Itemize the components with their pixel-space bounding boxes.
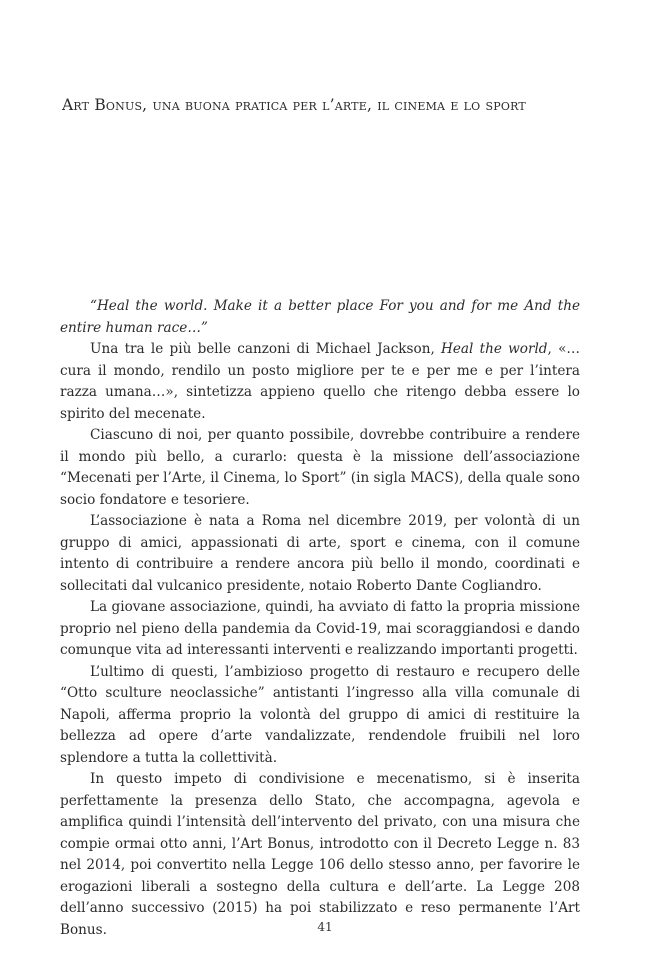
page-number: 41 <box>317 920 333 934</box>
paragraph-sculptures: L’ultimo di questi, l’ambizioso progetto di restauro e recupero delle “Otto sculture neoclassiche” antistanti l’ingresso alla villa comunale di Napoli, afferma proprio la volontà del gruppo di amici di restituire la bellezza ad opere d’arte vandalizzate, rendendole fruibili nel loro splendore a tutta la collettività. <box>60 663 580 766</box>
paragraph-text: Una tra le più belle canzoni di Michael Jackson, <box>90 341 442 357</box>
paragraph-mission: Ciascuno di noi, per quanto possibile, dovrebbe contribuire a rendere il mondo più bello, a curarlo: questa è la missione dell’associazione “Mecenati per l’Arte, il Cinema, lo Sport” (in sigla MACS), della quale sono socio fondatore e tesoriere. <box>60 427 580 508</box>
paragraph-song <box>60 339 580 425</box>
paragraph-text: , «… cura il mondo, rendilo un posto migliore per te e per me e per l’intera razza umana…», sintetizza appieno quello che ritengo debba essere lo spirito del mecenate. <box>60 341 580 422</box>
song-title: Heal the world <box>441 341 548 357</box>
paragraph-association: L’associazione è nata a Roma nel dicembre 2019, per volontà di un gruppo di amici, appassionati di arte, sport e cinema, con il comune intento di contribuire a rendere ancora più bello il mondo, coordinati e sollecitati dal vulcanico presidente, notaio Roberto Dante Cogliandro. <box>60 513 580 594</box>
paragraph-pandemic: La giovane associazione, quindi, ha avviato di fatto la propria missione proprio nel pieno della pandemia da Covid-19, mai scoraggiandosi e dando comunque vita ad interessanti interventi e realizzando importanti progetti. <box>60 599 580 658</box>
paragraph-art-bonus: In questo impeto di condivisione e mecenatismo, si è inserita perfettamente la presenza dello Stato, che accompagna, agevola e amplifica quindi l’intensità dell’intervento del privato, con una misura che compie ormai otto anni, l’Art Bonus, introdotto con il Decreto Legge n. 83 nel 2014, poi convertito nella Legge 106 dello stesso anno, per favorire le erogazioni liberali a sostegno della cultura e dell’arte. La Legge 208 dell’anno successivo (2015) ha poi stabilizzato e reso permanente l’Art Bonus. <box>60 771 580 938</box>
epigraph-paragraph <box>60 296 580 339</box>
song-quote: “Heal the world. Make it a better place For you and for me And the entire human race…” <box>60 298 580 336</box>
body-text <box>60 296 580 941</box>
chapter-title: Art Bonus, una buona pratica per l’arte, il cinema e lo sport <box>62 96 526 114</box>
